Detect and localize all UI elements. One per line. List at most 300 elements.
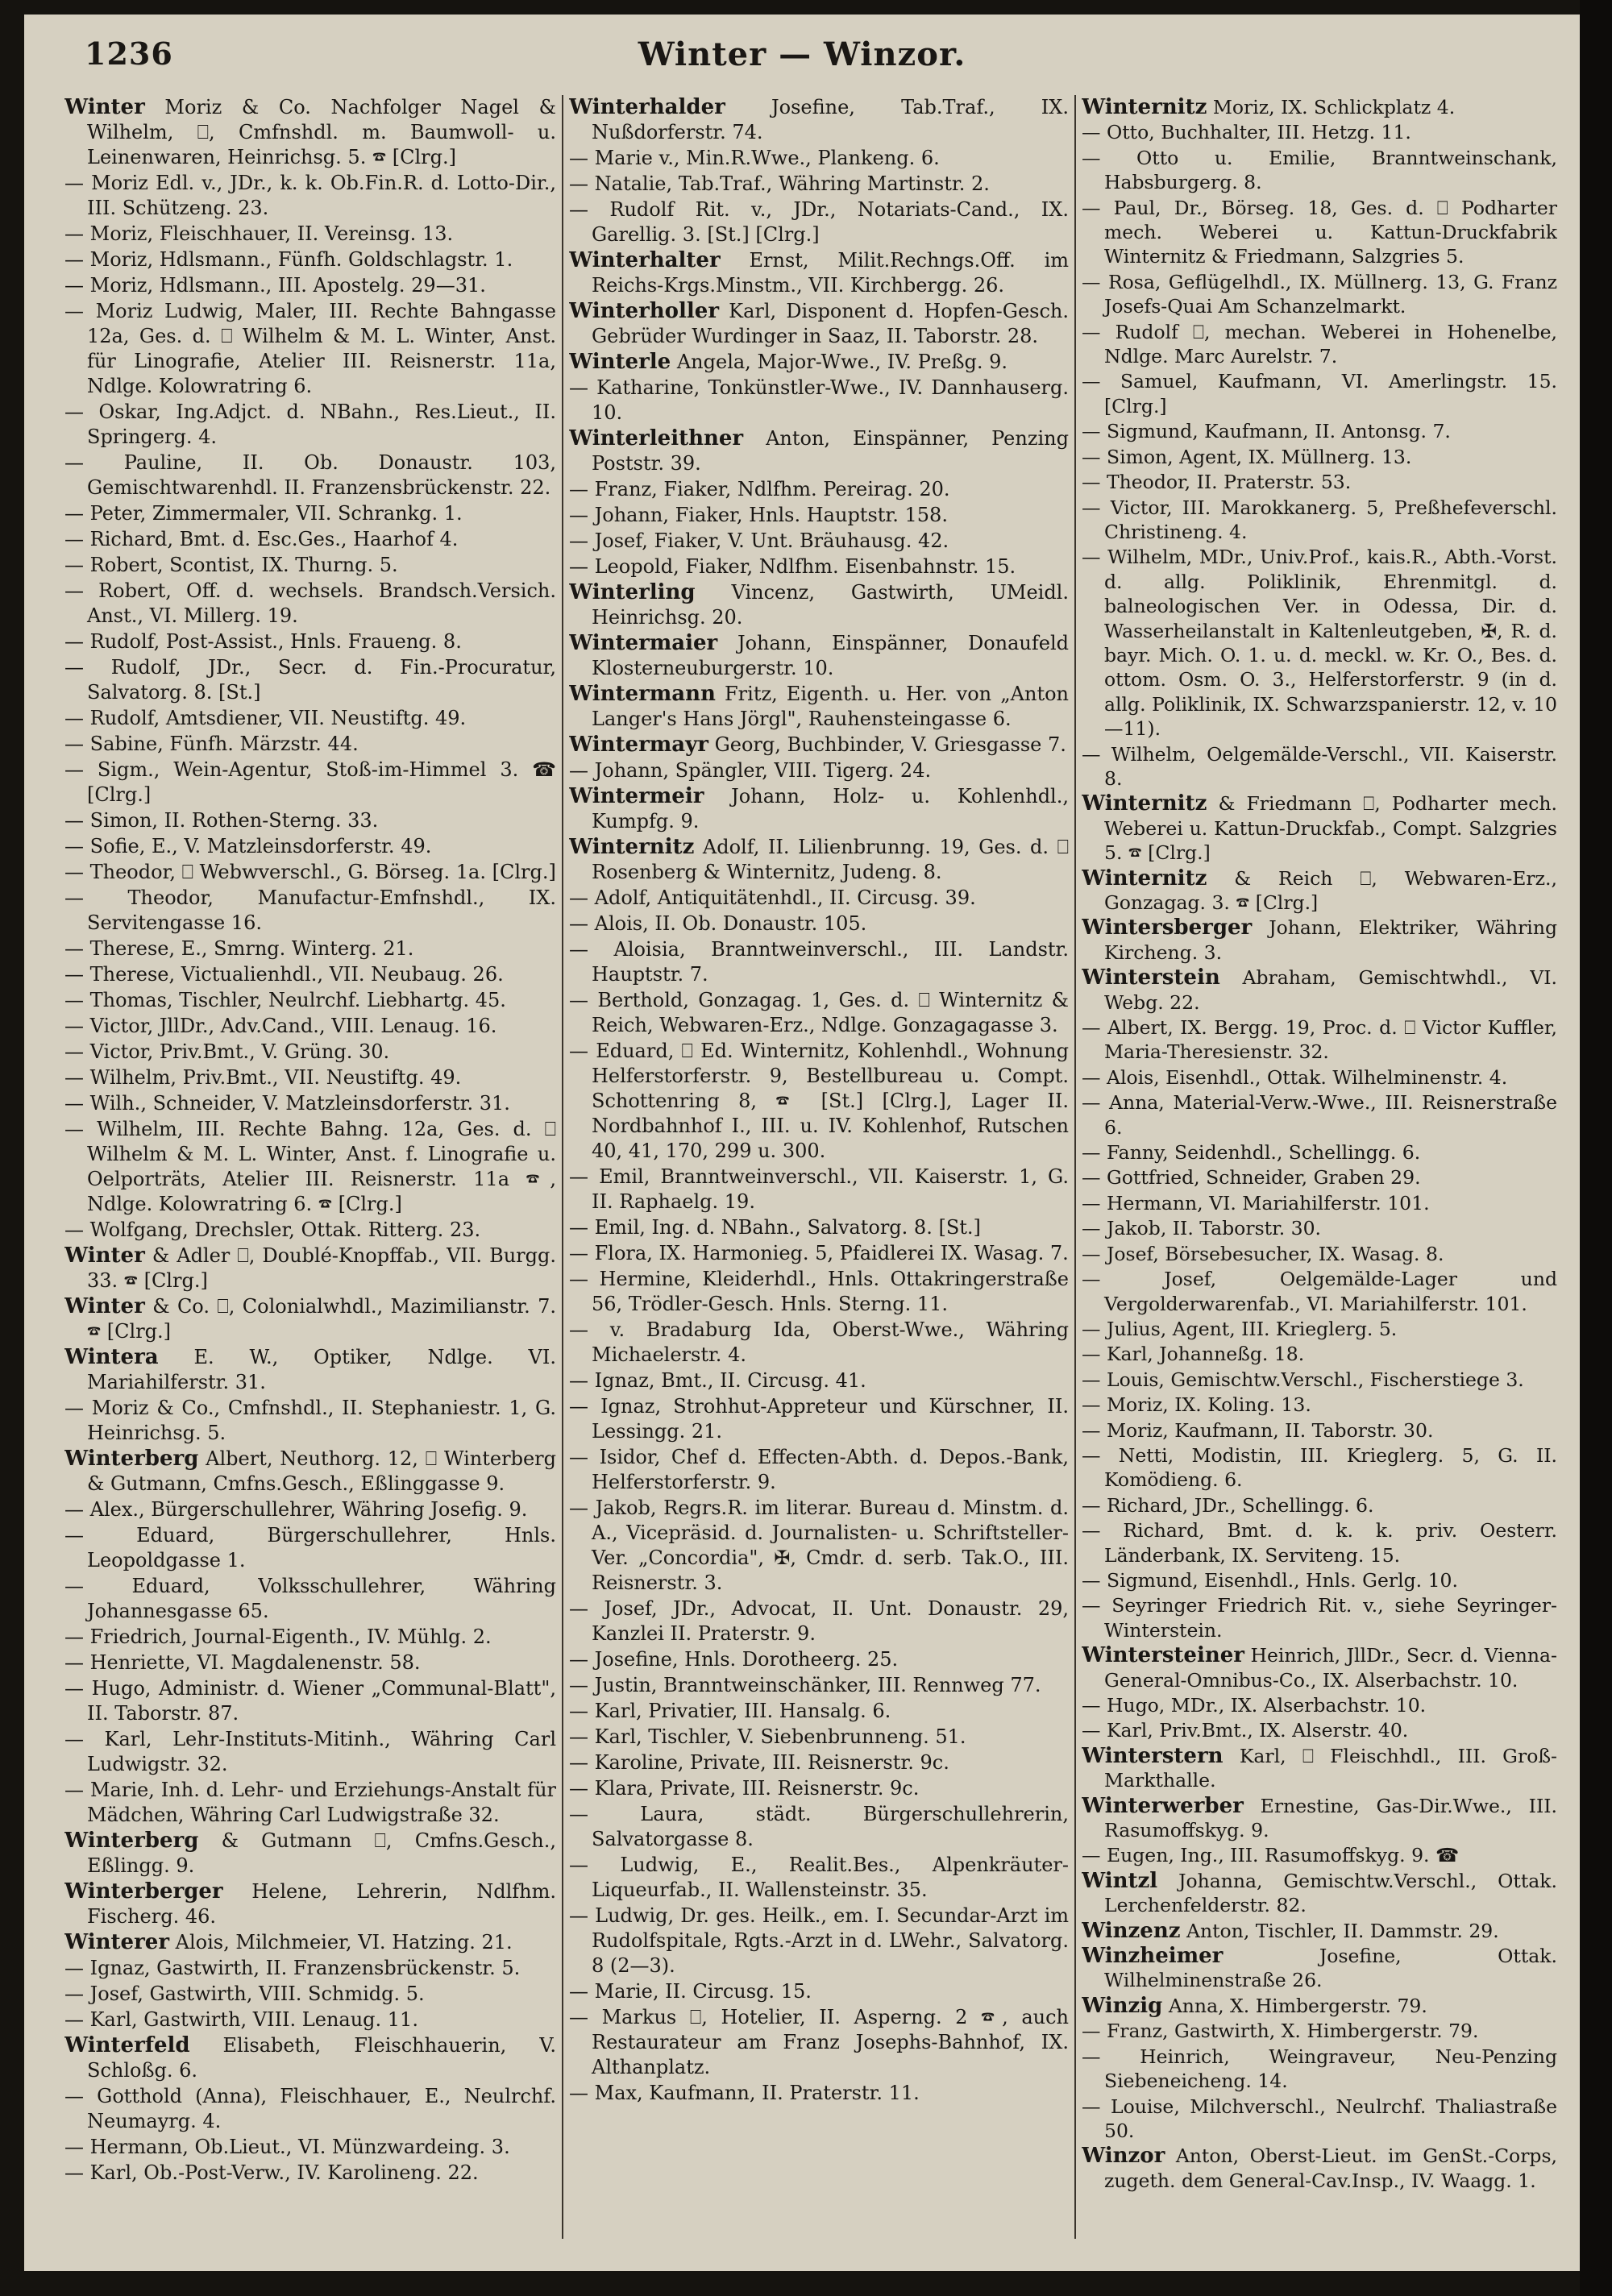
entry-text: — Sofie, E., V. Matzleinsdorferstr. 49.: [64, 835, 432, 857]
directory-entry: [569, 1776, 1069, 1801]
directory-entry: [64, 579, 556, 629]
directory-entry: [64, 222, 556, 247]
entry-text: — Marie, Inh. d. Lehr- und Erziehungs-Anstalt für Mädchen, Währing Carl Ludwigstraße 32.: [64, 1779, 556, 1826]
directory-entry: [64, 1447, 556, 1497]
entry-text: — Karoline, Private, III. Reisnerstr. 9c.: [569, 1751, 949, 1774]
entry-text: — Natalie, Tab.Traf., Währing Martinstr. 2.: [569, 172, 990, 195]
directory-entry: [64, 1523, 556, 1573]
surname-heading: Winterle: [569, 350, 671, 374]
directory-entry: [64, 95, 556, 170]
entry-text: Josefine, Ottak. Wilhelminenstraße 26.: [1104, 1945, 1557, 1992]
directory-entry: [64, 501, 556, 526]
surname-heading: Winternitz: [1082, 791, 1207, 816]
directory-entry: [569, 554, 1069, 579]
surname-heading: Winternitz: [569, 835, 695, 859]
entry-text: Johann, Holz- u. Kohlenhdl., Kumpfg. 9.: [592, 785, 1069, 832]
directory-entry: [569, 1496, 1069, 1596]
entry-text: — Robert, Scontist, IX. Thurng. 5.: [64, 554, 398, 576]
entry-text: — Wolfgang, Drechsler, Ottak. Ritterg. 23.: [64, 1219, 481, 1241]
entry-text: & Adler ⎕, Doublé-Knopffab., VII. Burgg. 33. ☎ [Clrg.]: [87, 1244, 556, 1292]
entry-text: Helene, Lehrerin, Ndlfhm. Fischerg. 46.: [87, 1880, 556, 1928]
entry-text: — v. Bradaburg Ida, Oberst-Wwe., Währing Michaelerstr. 4.: [569, 1318, 1069, 1366]
directory-entry: [569, 146, 1069, 171]
entry-text: — Eduard, ⎕ Ed. Winternitz, Kohlenhdl., Wohnung Helferstorferstr. 9, Bestellbureau u. Compt. Schottenring 8, ☎ [St.] [Clrg.], Lager II. Nordbahnhof I., III. u. IV. Kohlenhof, Rutschen 40, 41, 170, 299 u. 300.: [569, 1040, 1069, 1162]
directory-entry: [1082, 196, 1557, 269]
directory-column-2: [569, 95, 1069, 2247]
directory-entry: [1082, 2095, 1557, 2144]
directory-entry: [64, 247, 556, 272]
entry-text: — Franz, Gastwirth, X. Himbergerstr. 79.: [1082, 2020, 1479, 2043]
entry-text: Angela, Major-Wwe., IV. Preßg. 9.: [676, 351, 1008, 373]
entry-text: — Alex., Bürgerschullehrer, Währing Josefig. 9.: [64, 1498, 528, 1521]
directory-entry: [569, 1853, 1069, 1903]
directory-entry: [569, 937, 1069, 987]
entry-text: Anton, Einspänner, Penzing Poststr. 39.: [592, 427, 1069, 475]
entry-text: — Justin, Branntweinschänker, III. Rennweg 77.: [569, 1674, 1041, 1696]
directory-entry: [1082, 1015, 1557, 1065]
entry-text: — Hugo, MDr., IX. Alserbachstr. 10.: [1082, 1694, 1427, 1717]
directory-entry: [1082, 1443, 1557, 1493]
directory-entry: [1082, 1191, 1557, 1215]
directory-entry: [569, 1979, 1069, 2004]
surname-heading: Winterleithner: [569, 426, 744, 450]
entry-text: — Franz, Fiaker, Ndlfhm. Pereirag. 20.: [569, 478, 950, 500]
entry-text: — Robert, Off. d. wechsels. Brandsch.Versich. Anst., VI. Millerg. 19.: [64, 579, 556, 627]
entry-text: — Eugen, Ing., III. Rasumoffskyg. 9. ☎: [1082, 1844, 1460, 1867]
directory-entry: [1082, 2019, 1557, 2043]
directory-entry: [1082, 1090, 1557, 1140]
directory-entry: [64, 1574, 556, 1624]
directory-entry: [64, 1956, 556, 1981]
directory-entry: [1082, 866, 1557, 915]
entry-text: — Moriz, IX. Koling. 13.: [1082, 1393, 1311, 1417]
directory-entry: [569, 1699, 1069, 1724]
entry-text: — Victor, III. Marokkanerg. 5, Preßhefeverschl. Christineng. 4.: [1082, 496, 1557, 543]
entry-text: — Karl, Tischler, V. Siebenbrunneng. 51.: [569, 1725, 966, 1748]
page-number: 1236: [85, 35, 173, 72]
entry-text: — Rudolf Rit. v., JDr., Notariats-Cand., IX. Garellig. 3. [St.] [Clrg.]: [569, 198, 1069, 246]
directory-entry: [569, 2005, 1069, 2080]
directory-entry: [569, 1394, 1069, 1444]
directory-entry: [64, 400, 556, 450]
directory-entry: [64, 2007, 556, 2032]
entry-text: — Hermine, Kleiderhdl., Hnls. Ottakringerstraße 56, Trödler-Gesch. Hnls. Sterng. 11.: [569, 1268, 1069, 1315]
directory-entry: [64, 450, 556, 500]
directory-entry: [1082, 1065, 1557, 1090]
entry-text: Johanna, Gemischtw.Verschl., Ottak. Lerchenfelderstr. 82.: [1104, 1869, 1557, 1917]
directory-entry: [1082, 120, 1557, 144]
directory-entry: [64, 834, 556, 859]
directory-entry: [64, 1982, 556, 2007]
entry-text: Johann, Einspänner, Donaufeld Klosterneuburgerstr. 10.: [592, 632, 1069, 679]
directory-entry: [569, 631, 1069, 681]
entry-text: — Josef, Börsebesucher, IX. Wasag. 8.: [1082, 1242, 1444, 1265]
entry-text: — Ignaz, Gastwirth, II. Franzensbrückenstr. 5.: [64, 1957, 521, 1979]
directory-entry: [64, 273, 556, 298]
entry-text: — Rudolf, JDr., Secr. d. Fin.-Procuratur, Salvatorg. 8. [St.]: [64, 656, 556, 704]
directory-entry: [1082, 1317, 1557, 1341]
entry-text: — Adolf, Antiquitätenhdl., II. Circusg. 39.: [569, 886, 976, 909]
directory-entry: [1082, 965, 1557, 1015]
directory-entry: [64, 655, 556, 705]
entry-text: — Karl, Lehr-Instituts-Mitinh., Währing Carl Ludwigstr. 32.: [64, 1728, 556, 1775]
entry-text: — Max, Kaufmann, II. Praterstr. 11.: [569, 2082, 920, 2104]
directory-entry: [1082, 320, 1557, 369]
directory-entry: [1082, 1216, 1557, 1240]
entry-text: — Rudolf, Post-Assist., Hnls. Fraueng. 8.: [64, 630, 462, 653]
entry-text: — Josef, Fiaker, V. Unt. Bräuhausg. 42.: [569, 529, 949, 552]
entry-text: Albert, Neuthorg. 12, ⎕ Winterberg & Gutmann, Cmfns.Gesch., Eßlinggasse 9.: [87, 1447, 556, 1495]
directory-entry: [1082, 1693, 1557, 1717]
column-rule: [1074, 95, 1076, 2239]
directory-entry: [64, 1676, 556, 1726]
directory-entry: [1082, 1493, 1557, 1518]
directory-entry: [64, 2135, 556, 2160]
entry-text: E. W., Optiker, Ndlge. VI. Mariahilferstr. 31.: [87, 1346, 556, 1393]
directory-entry: [569, 1267, 1069, 1317]
entry-text: — Moriz, Fleischhauer, II. Vereinsg. 13.: [64, 222, 454, 245]
directory-entry: [1082, 1568, 1557, 1592]
directory-entry: [64, 629, 556, 654]
entry-text: — Ludwig, E., Realit.Bes., Alpenkräuter-Liqueurfab., II. Wallensteinstr. 35.: [569, 1854, 1069, 1901]
directory-entry: [569, 248, 1069, 298]
surname-heading: Winterberg: [64, 1447, 199, 1471]
directory-entry: [569, 503, 1069, 528]
directory-entry: [1082, 1418, 1557, 1443]
directory-entry: [64, 1091, 556, 1116]
directory-entry: [64, 1218, 556, 1243]
directory-entry: [569, 886, 1069, 911]
directory-entry: [1082, 1140, 1557, 1165]
entry-text: — Richard, JDr., Schellingg. 6.: [1082, 1493, 1374, 1517]
directory-entry: [64, 1778, 556, 1828]
directory-entry: [1082, 496, 1557, 545]
entry-text: — Ludwig, Dr. ges. Heilk., em. I. Secundar-Arzt im Rudolfspitale, Rgts.-Arzt in d. LWehr., Salvatorg. 8 (2—3).: [569, 1904, 1069, 1977]
entry-text: — Eduard, Bürgerschullehrer, Hnls. Leopoldgasse 1.: [64, 1524, 556, 1571]
entry-text: — Gottfried, Schneider, Graben 29.: [1082, 1166, 1421, 1190]
entry-text: — Karl, Privatier, III. Hansalg. 6.: [569, 1700, 891, 1722]
directory-entry: [64, 553, 556, 578]
entry-text: Elisabeth, Fleischhauerin, V. Schloßg. 6.: [87, 2034, 556, 2082]
entry-text: Vincenz, Gastwirth, UMeidl. Heinrichsg. 20.: [592, 581, 1069, 629]
directory-entry: [569, 172, 1069, 197]
entry-text: — Paul, Dr., Börseg. 18, Ges. d. ⎕ Podharter mech. Weberei u. Kattun-Druckfabrik Winternitz & Friedmann, Salzgries 5.: [1082, 196, 1557, 268]
directory-entry: [64, 1040, 556, 1065]
entry-text: Fritz, Eigenth. u. Her. von „Anton Langer's Hans Jörgl", Rauhensteingasse 6.: [592, 683, 1069, 730]
directory-entry: [64, 1243, 556, 1293]
directory-column-3: [1082, 95, 1557, 2247]
directory-entry: [569, 733, 1069, 758]
directory-entry: [64, 2033, 556, 2083]
directory-entry: [1082, 445, 1557, 469]
surname-heading: Winterstein: [1082, 965, 1220, 990]
entry-text: — Moriz Ludwig, Maler, III. Rechte Bahngasse 12a, Ges. d. ⎕ Wilhelm & M. L. Winter, Anst. für Linografie, Atelier III. Reisnerstr. 11a, Ndlge. Kolowratring 6.: [64, 300, 556, 397]
directory-entry: [64, 1829, 556, 1879]
surname-heading: Winterberger: [64, 1879, 223, 1904]
entry-text: — Friedrich, Journal-Eigenth., IV. Mühlg. 2.: [64, 1625, 492, 1648]
directory-entry: [569, 1904, 1069, 1978]
directory-entry: [1082, 1242, 1557, 1266]
entry-text: — Moriz, Hdlsmann., III. Apostelg. 29—31.: [64, 274, 486, 297]
entry-text: & Co. ⎕, Colonialwhdl., Mazimilianstr. 7. ☎ [Clrg.]: [87, 1295, 556, 1343]
directory-entry: [64, 299, 556, 399]
surname-heading: Winternitz: [1082, 95, 1207, 119]
entry-text: Johann, Elektriker, Währing Kircheng. 3.: [1104, 916, 1557, 964]
entry-text: — Jakob, Regrs.R. im literar. Bureau d. Minstm. d. A., Vicepräsid. d. Journalisten- u. Schriftsteller-Ver. „Concordia", ✠, Cmdr. d. serb. Tak.O., III. Reisnerstr. 3.: [569, 1497, 1069, 1594]
directory-entry: [569, 1318, 1069, 1368]
entry-text: — Josef, Gastwirth, VIII. Schmidg. 5.: [64, 1983, 425, 2005]
directory-entry: [64, 886, 556, 936]
entry-text: Anton, Tischler, II. Dammstr. 29.: [1186, 1919, 1499, 1942]
directory-entry: [1082, 1518, 1557, 1567]
entry-text: — Flora, IX. Harmonieg. 5, Pfaidlerei IX. Wasag. 7.: [569, 1242, 1069, 1264]
directory-entry: [569, 299, 1069, 349]
directory-entry: [1082, 2045, 1557, 2094]
directory-entry: [64, 808, 556, 833]
entry-text: — Richard, Bmt. d. Esc.Ges., Haarhof 4.: [64, 528, 459, 550]
directory-entry: [1082, 1643, 1557, 1692]
entry-text: — Simon, II. Rothen-Sterng. 33.: [64, 809, 379, 832]
surname-heading: Winterhalder: [569, 95, 725, 119]
entry-text: — Josef, JDr., Advocat, II. Unt. Donaustr. 29, Kanzlei II. Praterstr. 9.: [569, 1597, 1069, 1645]
directory-entry: [569, 1165, 1069, 1214]
running-head: Winter — Winzor.: [638, 35, 966, 73]
surname-heading: Wintermaier: [569, 631, 718, 655]
entry-text: — Marie v., Min.R.Wwe., Plankeng. 6.: [569, 147, 940, 169]
entry-text: — Rudolf ⎕, mechan. Weberei in Hohenelbe, Ndlge. Marc Aurelstr. 7.: [1082, 320, 1557, 368]
entry-text: — Albert, IX. Bergg. 19, Proc. d. ⎕ Victor Kuffler, Maria-Theresienstr. 32.: [1082, 1016, 1557, 1064]
entry-text: Abraham, Gemischtwhdl., VI. Webg. 22.: [1104, 966, 1557, 1014]
directory-entry: [1082, 1843, 1557, 1867]
entry-text: Moriz, IX. Schlickplatz 4.: [1212, 96, 1456, 118]
entry-text: Adolf, II. Lilienbrunng. 19, Ges. d. ⎕ Rosenberg & Winternitz, Judeng. 8.: [592, 836, 1069, 883]
directory-entry: [64, 1396, 556, 1446]
directory-entry: [569, 580, 1069, 630]
entry-text: Alois, Milchmeier, VI. Hatzing. 21.: [175, 1931, 513, 1953]
entry-text: — Rosa, Geflügelhdl., IX. Müllnerg. 13, G. Franz Josefs-Quai Am Schanzelmarkt.: [1082, 270, 1557, 318]
directory-entry: [569, 1368, 1069, 1393]
directory-entry: [1082, 1165, 1557, 1190]
directory-page: [24, 15, 1580, 2271]
directory-entry: [1082, 742, 1557, 791]
directory-entry: [64, 527, 556, 552]
directory-entry: [64, 1117, 556, 1217]
directory-entry: [569, 1445, 1069, 1495]
directory-entry: [1082, 1994, 1557, 2018]
book-binding-edge: [1580, 0, 1612, 2296]
entry-text: — Peter, Zimmermaler, VII. Schrankg. 1.: [64, 502, 463, 525]
directory-entry: [64, 2084, 556, 2134]
column-rule: [562, 95, 563, 2239]
directory-entry: [64, 171, 556, 221]
directory-entry: [1082, 1869, 1557, 1918]
surname-heading: Wintzl: [1082, 1868, 1158, 1893]
directory-entry: [1082, 915, 1557, 965]
surname-heading: Winter: [64, 1243, 145, 1268]
entry-text: Ernst, Milit.Rechngs.Off. im Reichs-Krgs.Minstm., VII. Kirchbergg. 26.: [592, 249, 1069, 297]
directory-entry: [1082, 369, 1557, 418]
entry-text: — Emil, Branntweinverschl., VII. Kaiserstr. 1, G. II. Raphaelg. 19.: [569, 1165, 1069, 1213]
entry-text: — Thomas, Tischler, Neulrchf. Liebhartg. 45.: [64, 989, 506, 1011]
entry-text: — Sigmund, Kaufmann, II. Antonsg. 7.: [1082, 420, 1451, 443]
entry-text: — Theodor, Manufactur-Emfnshdl., IX. Servitengasse 16.: [64, 886, 556, 934]
directory-entry: [569, 1725, 1069, 1750]
page-header: [24, 29, 1580, 82]
directory-entry: [1082, 1267, 1557, 1316]
entry-text: — Ignaz, Bmt., II. Circusg. 41.: [569, 1369, 866, 1392]
entry-text: — Berthold, Gonzagag. 1, Ges. d. ⎕ Winternitz & Reich, Webwaren-Erz., Ndlge. Gonzagagasse 3.: [569, 989, 1069, 1036]
entry-text: — Fanny, Seidenhdl., Schellingg. 6.: [1082, 1141, 1421, 1165]
directory-entry: [569, 682, 1069, 732]
entry-text: — Eduard, Volksschullehrer, Währing Johannesgasse 65.: [64, 1575, 556, 1622]
surname-heading: Winterholler: [569, 299, 720, 323]
entry-text: — Otto u. Emilie, Branntweinschank, Habsburgerg. 8.: [1082, 146, 1557, 194]
entry-text: — Isidor, Chef d. Effecten-Abth. d. Depos.-Bank, Helferstorferstr. 9.: [569, 1446, 1069, 1493]
surname-heading: Winter: [64, 95, 145, 119]
entry-text: — Theodor, ⎕ Webwverschl., G. Börseg. 1a. [Clrg.]: [64, 861, 556, 883]
entry-text: — Moriz, Hdlsmann., Fünfh. Goldschlagstr. 1.: [64, 248, 513, 271]
entry-text: — Hermann, Ob.Lieut., VI. Münzwardeing. 3.: [64, 2136, 510, 2158]
directory-entry: [569, 95, 1069, 145]
entry-text: — Karl, Gastwirth, VIII. Lenaug. 11.: [64, 2008, 418, 2031]
directory-entry: [569, 784, 1069, 834]
directory-entry: [64, 1879, 556, 1929]
directory-entry: [64, 1065, 556, 1090]
directory-entry: [569, 835, 1069, 885]
surname-heading: Winterer: [64, 1930, 170, 1954]
directory-entry: [64, 1294, 556, 1344]
directory-column-1: [64, 95, 556, 2247]
entry-text: Karl, Disponent d. Hopfen-Gesch. Gebrüder Wurdinger in Saaz, II. Taborstr. 28.: [592, 300, 1069, 347]
directory-entry: [1082, 146, 1557, 195]
directory-entry: [64, 706, 556, 731]
surname-heading: Winter: [64, 1294, 145, 1318]
entry-text: — Marie, II. Circusg. 15.: [569, 1980, 812, 2003]
directory-entry: [569, 426, 1069, 476]
directory-entry: [1082, 95, 1557, 119]
directory-entry: [64, 860, 556, 885]
entry-text: — Anna, Material-Verw.-Wwe., III. Reisnerstraße 6.: [1082, 1091, 1557, 1139]
entry-text: — Victor, Priv.Bmt., V. Grüng. 30.: [64, 1040, 390, 1063]
entry-text: — Aloisia, Branntweinverschl., III. Landstr. Hauptstr. 7.: [569, 938, 1069, 986]
surname-heading: Winterfeld: [64, 2033, 190, 2057]
entry-text: — Markus ⎕, Hotelier, II. Asperng. 2 ☎, auch Restaurateur am Franz Josephs-Bahnhof, IX. Althanplatz.: [569, 2006, 1069, 2078]
entry-text: — Sigmund, Eisenhdl., Hnls. Gerlg. 10.: [1082, 1568, 1458, 1592]
surname-heading: Winzheimer: [1082, 1944, 1224, 1969]
directory-entry: [569, 758, 1069, 783]
surname-heading: Wintermeir: [569, 784, 704, 808]
entry-text: — Louis, Gemischtw.Verschl., Fischerstiege 3.: [1082, 1368, 1524, 1391]
entry-text: & Gutmann ⎕, Cmfns.Gesch., Eßlingg. 9.: [87, 1829, 556, 1877]
directory-entry: [1082, 419, 1557, 443]
directory-entry: [1082, 791, 1557, 865]
entry-text: — Hugo, Administr. d. Wiener „Communal-Blatt", II. Taborstr. 87.: [64, 1677, 556, 1725]
directory-entry: [64, 1345, 556, 1395]
directory-entry: [569, 1596, 1069, 1646]
entry-text: — Oskar, Ing.Adjct. d. NBahn., Res.Lieut., II. Springerg. 4.: [64, 401, 556, 448]
entry-text: — Klara, Private, III. Reisnerstr. 9c.: [569, 1777, 920, 1800]
surname-heading: Winzor: [1082, 2144, 1165, 2169]
directory-entry: [64, 936, 556, 961]
entry-text: — Wilhelm, III. Rechte Bahng. 12a, Ges. d. ⎕ Wilhelm & M. L. Winter, Anst. f. Linografie u. Oelporträts, Atelier III. Reisnerstr. 11a ☎, Ndlge. Kolowratring 6. ☎ [Clrg.]: [64, 1118, 556, 1215]
directory-entry: [569, 1241, 1069, 1266]
entry-text: — Josefine, Hnls. Dorotheerg. 25.: [569, 1648, 899, 1671]
directory-entry: [1082, 470, 1557, 494]
directory-entry: [1082, 2144, 1557, 2193]
entry-text: — Sigm., Wein-Agentur, Stoß-im-Himmel 3. ☎ [Clrg.]: [64, 758, 556, 806]
entry-text: — Pauline, II. Ob. Donaustr. 103, Gemischtwarenhdl. II. Franzensbrückenstr. 22.: [64, 451, 556, 499]
entry-text: — Netti, Modistin, III. Krieglerg. 5, G. II. Komödieng. 6.: [1082, 1443, 1557, 1492]
entry-text: — Emil, Ing. d. NBahn., Salvatorg. 8. [St.]: [569, 1216, 981, 1239]
entry-text: Karl, ⎕ Fleischhdl., III. Groß-Markthalle.: [1104, 1744, 1557, 1792]
directory-entry: [64, 1650, 556, 1675]
entry-text: — Victor, JllDr., Adv.Cand., VIII. Lenaug. 16.: [64, 1015, 497, 1037]
surname-heading: Winterhalter: [569, 248, 721, 272]
entry-text: — Otto, Buchhalter, III. Hetzg. 11.: [1082, 121, 1411, 144]
directory-entry: [1082, 1368, 1557, 1392]
entry-text: — Wilhelm, Oelgemälde-Verschl., VII. Kaiserstr. 8.: [1082, 742, 1557, 790]
directory-entry: [64, 988, 556, 1013]
entry-text: — Julius, Agent, III. Krieglerg. 5.: [1082, 1317, 1398, 1340]
directory-entry: [569, 1647, 1069, 1672]
entry-text: — Henriette, VI. Magdalenenstr. 58.: [64, 1651, 421, 1674]
surname-heading: Wintersberger: [1082, 915, 1253, 940]
entry-text: — Louise, Milchverschl., Neulrchf. Thaliastraße 50.: [1082, 2095, 1557, 2142]
directory-entry: [569, 529, 1069, 554]
directory-entry: [569, 1673, 1069, 1698]
entry-text: & Reich ⎕, Webwaren-Erz., Gonzagag. 3. ☎ [Clrg.]: [1104, 866, 1557, 914]
directory-entry: [64, 1727, 556, 1777]
entry-text: — Karl, Johanneßg. 18.: [1082, 1343, 1305, 1366]
entry-text: — Moriz Edl. v., JDr., k. k. Ob.Fin.R. d. Lotto-Dir., III. Schützeng. 23.: [64, 172, 556, 219]
directory-entry: [569, 1750, 1069, 1775]
directory-entry: [1082, 1393, 1557, 1417]
entry-text: — Johann, Fiaker, Hnls. Hauptstr. 158.: [569, 504, 948, 526]
directory-entry: [1082, 1919, 1557, 1943]
entry-text: — Johann, Spängler, VIII. Tigerg. 24.: [569, 759, 932, 782]
directory-entry: [1082, 1342, 1557, 1366]
directory-entry: [569, 350, 1069, 375]
surname-heading: Winternitz: [1082, 866, 1207, 891]
entry-text: Anna, X. Himbergerstr. 79.: [1168, 1994, 1427, 2017]
directory-entry: [1082, 270, 1557, 319]
directory-entry: [1082, 1794, 1557, 1843]
entry-text: — Therese, Victualienhdl., VII. Neubaug. 26.: [64, 963, 504, 986]
entry-text: — Rudolf, Amtsdiener, VII. Neustiftg. 49.: [64, 707, 467, 729]
surname-heading: Winzig: [1082, 1993, 1163, 2018]
entry-text: — Seyringer Friedrich Rit. v., siehe Seyringer-Winterstein.: [1082, 1594, 1557, 1642]
surname-heading: Wintermann: [569, 682, 716, 706]
entry-text: — Moriz & Co., Cmfnshdl., II. Stephaniestr. 1, G. Heinrichsg. 5.: [64, 1397, 556, 1444]
directory-entry: [569, 477, 1069, 502]
entry-text: — Jakob, II. Taborstr. 30.: [1082, 1217, 1322, 1240]
directory-entry: [569, 1215, 1069, 1240]
entry-text: — Alois, Eisenhdl., Ottak. Wilhelminenstr. 4.: [1082, 1065, 1508, 1089]
entry-text: — Karl, Ob.-Post-Verw., IV. Karolineng. 22.: [64, 2161, 479, 2184]
entry-text: — Wilh., Schneider, V. Matzleinsdorferstr. 31.: [64, 1092, 510, 1115]
entry-text: — Theodor, II. Praterstr. 53.: [1082, 471, 1352, 494]
directory-entry: [569, 376, 1069, 426]
directory-entry: [1082, 545, 1557, 741]
directory-entry: [569, 197, 1069, 247]
directory-entry: [569, 1802, 1069, 1852]
directory-entry: [64, 2161, 556, 2186]
entry-text: Georg, Buchbinder, V. Griesgasse 7.: [714, 733, 1066, 756]
entry-text: — Laura, städt. Bürgerschullehrerin, Salvatorgasse 8.: [569, 1803, 1069, 1850]
directory-entry: [1082, 1593, 1557, 1642]
entry-text: Anton, Oberst-Lieut. im GenSt.-Corps, zugeth. dem General-Cav.Insp., IV. Waagg. 1.: [1104, 2144, 1557, 2192]
surname-heading: Winterling: [569, 580, 696, 604]
